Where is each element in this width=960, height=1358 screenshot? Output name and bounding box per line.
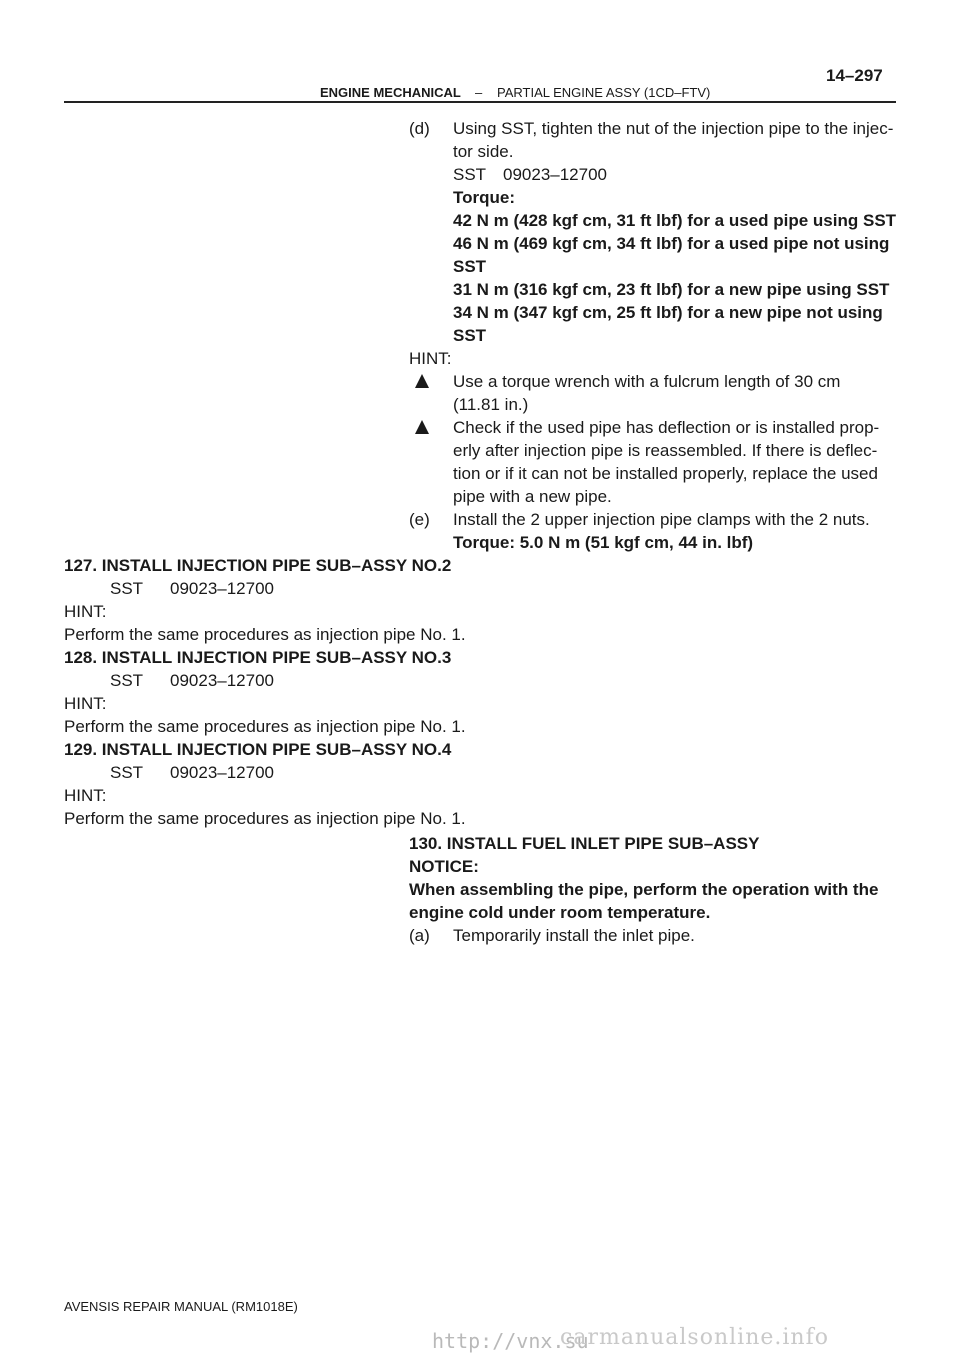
step-d-hint-label: HINT: xyxy=(409,349,452,368)
hint-2-line2: erly after injection pipe is reassembled. If there is deflec- xyxy=(453,441,878,460)
section-title: ENGINE MECHANICAL xyxy=(320,85,461,100)
hint-1-line1: Use a torque wrench with a fulcrum length of 30 cm xyxy=(453,372,841,391)
step-129-hint-label: HINT: xyxy=(64,786,107,805)
hint-2-line1: Check if the used pipe has deflection or is installed prop- xyxy=(453,418,880,437)
watermark-site: carmanualsonline.info xyxy=(560,1325,829,1350)
step-128-sst-number: 09023–12700 xyxy=(170,671,275,690)
bullet-triangle-icon xyxy=(415,374,429,388)
notice-line2: engine cold under room temperature. xyxy=(409,903,711,922)
step-d-sst-label: SST xyxy=(453,165,487,184)
footer-manual-id: AVENSIS REPAIR MANUAL (RM1018E) xyxy=(64,1299,298,1314)
hint-2-line3: tion or if it can not be installed properly, replace the used xyxy=(453,464,878,483)
torque-spec-4-cont: SST xyxy=(453,326,487,345)
header-rule xyxy=(64,101,896,103)
step-d-line1: Using SST, tighten the nut of the injection pipe to the injec- xyxy=(453,119,894,138)
subsection-title: PARTIAL ENGINE ASSY (1CD–FTV) xyxy=(497,85,711,100)
page-number: 14–297 xyxy=(826,66,883,85)
step-e-torque: Torque: 5.0 N m (51 kgf cm, 44 in. lbf) xyxy=(453,533,754,552)
hint-1-line2: (11.81 in.) xyxy=(453,395,529,414)
step-127-sst-label: SST xyxy=(110,579,144,598)
header-separator: – xyxy=(475,85,483,100)
step-130a-text: Temporarily install the inlet pipe. xyxy=(453,926,695,945)
hint-2-line4: pipe with a new pipe. xyxy=(453,487,612,506)
step-129-sst-number: 09023–12700 xyxy=(170,763,275,782)
notice-label: NOTICE: xyxy=(409,857,479,876)
torque-spec-3: 31 N m (316 kgf cm, 23 ft lbf) for a new pipe using SST xyxy=(453,280,890,299)
bullet-triangle-icon xyxy=(415,420,429,434)
torque-label: Torque: xyxy=(453,188,516,207)
torque-spec-1: 42 N m (428 kgf cm, 31 ft lbf) for a used pipe using SST xyxy=(453,211,897,230)
step-128-hint: Perform the same procedures as injection pipe No. 1. xyxy=(64,717,466,736)
step-e-text: Install the 2 upper injection pipe clamps with the 2 nuts. xyxy=(453,510,870,529)
step-d-marker: (d) xyxy=(409,119,430,138)
step-129-sst-label: SST xyxy=(110,763,144,782)
step-129-hint: Perform the same procedures as injection pipe No. 1. xyxy=(64,809,466,828)
step-127-hint-label: HINT: xyxy=(64,602,107,621)
torque-spec-2-cont: SST xyxy=(453,257,487,276)
step-127-hint: Perform the same procedures as injection pipe No. 1. xyxy=(64,625,466,644)
torque-spec-4: 34 N m (347 kgf cm, 25 ft lbf) for a new pipe not using xyxy=(453,303,883,322)
step-d-sst-number: 09023–12700 xyxy=(503,165,608,184)
step-e-marker: (e) xyxy=(409,510,430,529)
step-128-sst-label: SST xyxy=(110,671,144,690)
step-127-sst-number: 09023–12700 xyxy=(170,579,275,598)
step-127-title: 127. INSTALL INJECTION PIPE SUB–ASSY NO.2 xyxy=(64,556,452,575)
torque-spec-2: 46 N m (469 kgf cm, 34 ft lbf) for a used pipe not using xyxy=(453,234,890,253)
step-128-hint-label: HINT: xyxy=(64,694,107,713)
step-130-title: 130. INSTALL FUEL INLET PIPE SUB–ASSY xyxy=(409,834,760,853)
watermark-url: http://vnx.su xyxy=(432,1329,589,1353)
step-129-title: 129. INSTALL INJECTION PIPE SUB–ASSY NO.4 xyxy=(64,740,452,759)
step-128-title: 128. INSTALL INJECTION PIPE SUB–ASSY NO.3 xyxy=(64,648,452,667)
step-130a-marker: (a) xyxy=(409,926,430,945)
step-d-line2: tor side. xyxy=(453,142,514,161)
notice-line1: When assembling the pipe, perform the operation with the xyxy=(409,880,879,899)
